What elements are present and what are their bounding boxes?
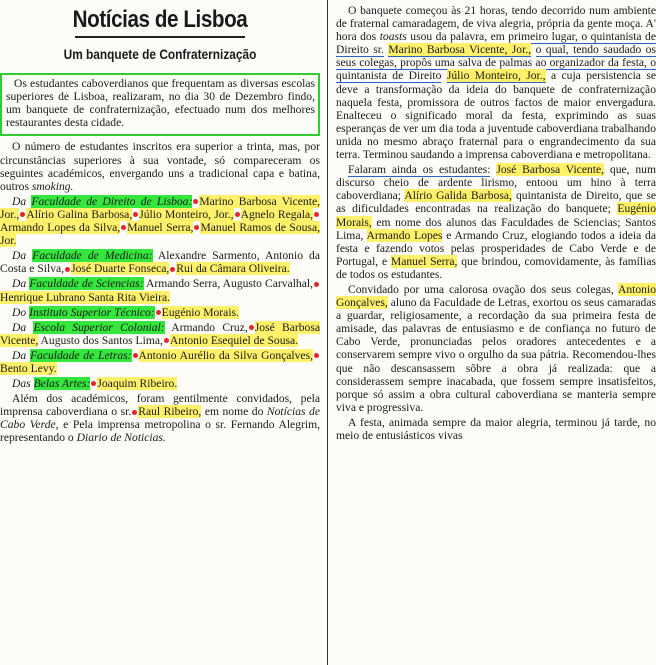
banquet-paragraph: O banquete começou às 21 horas, tendo decorrido num ambiente de fraternal camaradagem, de viva alegria, própria da gente moça. A' hora dos toasts usou da palavra, em primeiro lugar, o quintanista de Direito sr. Marino Barbosa Vicente, Jor., o qual, tendo saudado os seus colegas, propôs uma salva de palmas ao organizador da festa, o quintanista de Direito Júlio Monteiro, Jor., a cuja persistencia se deve a transformação da ideia do banquete de confraternização naquela festa, promissora de outros factos de maior envergadura. Enalteceu o significado moral da festa, exprimindo as suas esperanças de ver um dia toda a juventude caboverdiana trabalhando unida no mesmo abraço fraternal para o engrandecimento da sua terra. Terminou saudando a imprensa caboverdiana e metropolitana.: [336, 4, 656, 162]
speakers-paragraph: Falaram ainda os estudantes: José Barbosa Vicente, que, num discurso cheio de ardente lirismo, entoou um hino à terra caboverdiana; Alírio Galida Barbosa, quintanista de Direito, que se as dificuldades encontradas na realização do banquete; Eugénio Morais, em nome dos alunos das Faculdades de Sciencias; Santos Lima, Armando Lopes e Armando Cruz, elogiando todos a ideia da festa e fazendo votos pelas prosperidades de Cabo Verde e de Portugal, e Manuel Serra, que brindou, comovidamente, às famílias de todos os estudantes.: [336, 163, 656, 281]
closing-paragraph: A festa, animada sempre da maior alegria, terminou já tarde, no meio de entusiásticos vivas: [336, 415, 656, 442]
title-underline: [75, 36, 245, 38]
section-letras: Da Faculdade de Letras: Antonio Aurélio da Silva Gonçalves,Bento Levy.: [0, 349, 320, 375]
article-subtitle: Um banquete de Confraternização: [63, 47, 257, 62]
right-column: [336, 0, 656, 444]
section-tecnico: Do Instituto Superior Técnico: Eugénio Morais.: [12, 305, 239, 319]
attendance-paragraph: O número de estudantes inscritos era superior a trinta, mas, por circunstâncias superiores à sua vontade, só compareceram os seguintes académicos, envergando uns a tradicional capa e batina, outros smoking.: [0, 140, 320, 193]
column-rule: [327, 0, 328, 665]
section-sciencias: Da Faculdade de Sciencias: Armando Serra, Augusto Carvalhal,Henrique Lubrano Santa Rita Vieira.: [0, 277, 320, 303]
guests-paragraph: Além dos académicos, foram gentilmente convidados, pela imprensa caboverdiana o sr. Raul Ribeiro, em nome do Notícias de Cabo Verde, e Pela imprensa metropolina o sr. Fernando Alegrim, representando o Diario de Noticias.: [0, 392, 320, 445]
left-column: [0, 0, 320, 447]
section-medicina: Da Faculdade de Medicina: Alexandre Sarmento, Antonio da Costa e Silva, José Duarte Fonseca, Rui da Câmara Oliveira.: [0, 249, 320, 276]
section-colonial: Da Escola Superior Colonial: Armando Cruz, José Barbosa Vicente, Augusto dos Santos Lima, Antonio Esequiel de Sousa.: [0, 320, 321, 347]
article-title: Notícias de Lisboa: [72, 6, 248, 33]
lead-paragraph: Os estudantes caboverdianos que frequentam as diversas escolas superiores de Lisboa, realizaram, no dia 30 de Dezembro findo, um banquete de confraternização, efectuado num dos melhores restaurantes desta cidade.: [0, 73, 320, 136]
gonçalves-paragraph: Convidado por uma calorosa ovação dos seus colegas, Antonio Gonçalves, aluno da Faculdade de Letras, exortou os seus camaradas a guardar, religiosamente, a recordação da sua primeira festa de amisade, das palavras de entusiasmo e de confiança no futuro de Cabo Verde, pronunciadas pelos oradores antecedentes e a conservarem sempre vivo o orgulho da sua pátria. Recomendou-lhes que não descansassem sôbre a obra já realizada: que a considerassem sempre inacabada, que fossem sempre insatisfeitos, porque só assim a obra cultural caboverdiana se manteria sempre viva e progressiva.: [336, 282, 656, 414]
section-belas-artes: Das Belas Artes: Joaquim Ribeiro.: [12, 377, 178, 391]
section-direito: Da Faculdade de Direito de Lisboa: Marino Barbosa Vicente, Jor., Alírio Galina Barbosa, Júlio Monteiro, Jor., Agnelo Regala,Armando Lopes da Silva, Manuel Serra, Manuel Ramos de Sousa, Jor.: [0, 194, 320, 248]
